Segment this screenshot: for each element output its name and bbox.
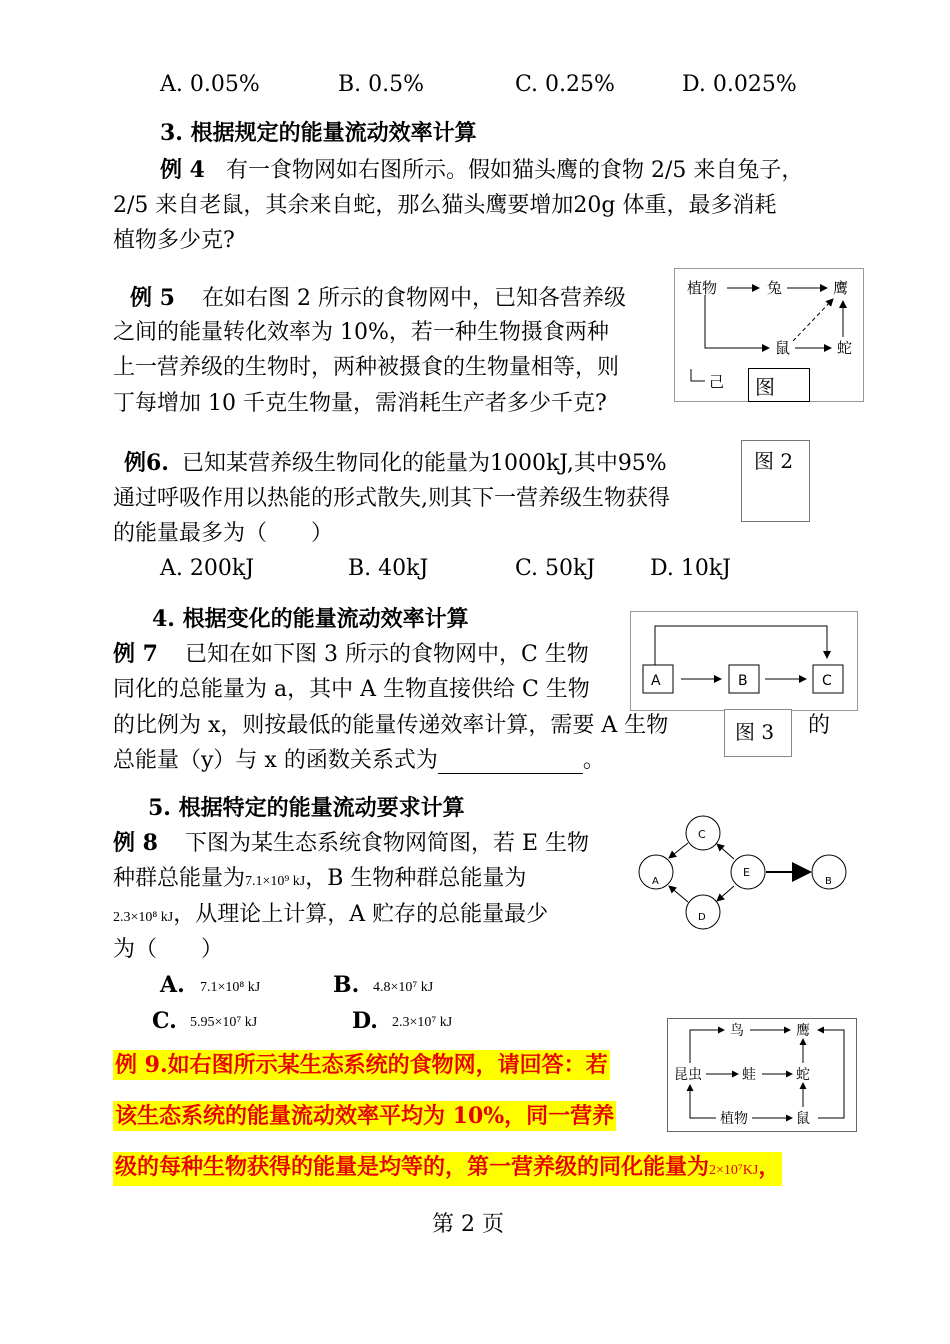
option-a: A. 0.05% bbox=[160, 72, 260, 97]
ex7-line4: 总能量（y）与 x 的函数关系式为 。 bbox=[113, 748, 605, 773]
ex8-line2: 种群总能量为7.1×10⁹ kJ，B 生物种群总能量为 bbox=[113, 866, 527, 891]
fig1-mouse: 鼠 bbox=[775, 339, 791, 357]
fig3-c: C bbox=[822, 673, 832, 689]
ex4-line3: 植物多少克? bbox=[113, 228, 235, 253]
fig1-label: 图 bbox=[748, 368, 810, 402]
ex8-label: 例 8 bbox=[113, 830, 158, 856]
option-c: C. 0.25% bbox=[515, 72, 615, 97]
fig1-rabbit: 兔 bbox=[767, 279, 783, 297]
ex8-option-d-label: D. bbox=[352, 1008, 378, 1034]
figure-2-box bbox=[741, 440, 810, 522]
ex6-option-d: D. 10kJ bbox=[650, 556, 731, 581]
ex8-line3: 2.3×10⁸ kJ，从理论上计算，A 贮存的总能量最少 bbox=[113, 902, 549, 927]
food-web-5-diagram bbox=[668, 1019, 856, 1131]
option-b: B. 0.5% bbox=[338, 72, 425, 97]
ex9-label: 例 9. bbox=[115, 1052, 168, 1078]
food-chain-3-diagram bbox=[631, 612, 857, 710]
ex9-line2: 该生态系统的能量流动效率平均为 10%，同一营养 bbox=[115, 1103, 615, 1129]
ex8-option-c: 5.95×10⁷ kJ bbox=[190, 1015, 258, 1030]
fig5-snake: 蛇 bbox=[796, 1067, 810, 1083]
fig4-d: D bbox=[698, 912, 706, 923]
fig1-snake: 蛇 bbox=[837, 339, 853, 357]
ex4-label: 例 4 bbox=[160, 157, 205, 183]
ex5-line4: 丁每增加 10 千克生物量，需消耗生产者多少千克? bbox=[113, 391, 607, 416]
option-d: D. 0.025% bbox=[682, 72, 797, 97]
ex8-line4: 为（ ） bbox=[113, 937, 224, 962]
fig4-e: E bbox=[743, 866, 750, 879]
ex5-line2: 之间的能量转化效率为 10%，若一种生物摄食两种 bbox=[113, 320, 609, 345]
ex9-energy: 2×10⁷KJ bbox=[709, 1163, 759, 1178]
ex8-option-b-label: B. bbox=[333, 972, 360, 998]
ex7-line3-end: 的 bbox=[808, 713, 831, 738]
page-number: 第 2 页 bbox=[432, 1212, 504, 1237]
ex6-line3: 的能量最多为（ ） bbox=[113, 521, 334, 546]
fig4-c: C bbox=[698, 828, 706, 841]
fig3-label: 图 3 bbox=[735, 720, 775, 744]
ex7-line2: 同化的总能量为 a，其中 A 生物直接供给 C 生物 bbox=[113, 677, 590, 702]
b-energy: 2.3×10⁸ kJ bbox=[113, 910, 174, 925]
ex5-line3: 上一营养级的生物时，两种被摄食的生物量相等，则 bbox=[113, 355, 620, 380]
fig5-mouse: 鼠 bbox=[796, 1111, 810, 1127]
ex6-option-a: A. 200kJ bbox=[160, 556, 255, 581]
ex5-label: 例 5 bbox=[130, 285, 175, 311]
fig4-a: A bbox=[652, 876, 659, 887]
fig3-label-box bbox=[724, 709, 792, 757]
fig2-label: 图 2 bbox=[754, 449, 794, 473]
fig1-plant: 植物 bbox=[687, 279, 718, 297]
ex6-line1: 例6. 已知某营养级生物同化的能量为1000kJ,其中95% bbox=[124, 450, 667, 476]
ex8-option-b: 4.8×10⁷ kJ bbox=[373, 980, 434, 995]
fig5-frog: 蛙 bbox=[742, 1067, 756, 1083]
fig4-b: B bbox=[825, 876, 832, 887]
e-energy: 7.1×10⁹ kJ bbox=[245, 874, 306, 889]
section-3-title: 3. 根据规定的能量流动效率计算 bbox=[160, 120, 477, 146]
fig5-eagle: 鹰 bbox=[796, 1023, 810, 1039]
ex6-option-b: B. 40kJ bbox=[348, 556, 429, 581]
food-web-figure-4 bbox=[636, 808, 850, 930]
ex8-option-c-label: C. bbox=[152, 1008, 177, 1034]
fig1-ji: 己 bbox=[709, 373, 725, 391]
fig5-plant: 植物 bbox=[720, 1111, 748, 1127]
answer-blank bbox=[438, 753, 583, 774]
ex6-option-c: C. 50kJ bbox=[515, 556, 596, 581]
ex7-line3: 的比例为 x，则按最低的能量传递效率计算，需要 A 生物 bbox=[113, 713, 669, 738]
ex5-line1: 例 5 在如右图 2 所示的食物网中，已知各营养级 bbox=[130, 285, 626, 311]
ex7-line1: 例 7 已知在如下图 3 所示的食物网中，C 生物 bbox=[113, 641, 589, 667]
ex9-line1: 例 9.如右图所示某生态系统的食物网，请回答：若 bbox=[115, 1052, 608, 1078]
food-chain-figure-3 bbox=[630, 611, 858, 711]
fig3-b: B bbox=[738, 673, 748, 689]
ex8-option-d: 2.3×10⁷ kJ bbox=[392, 1015, 453, 1030]
fig5-bird: 鸟 bbox=[730, 1023, 744, 1039]
ex8-option-a-label: A. bbox=[160, 972, 185, 998]
food-web-figure-5 bbox=[667, 1018, 857, 1132]
ex6-label: 例6. bbox=[124, 450, 169, 476]
section-4-title: 4. 根据变化的能量流动效率计算 bbox=[152, 606, 469, 632]
fig5-insect: 昆虫 bbox=[674, 1067, 702, 1083]
ex4-line1: 例 4 有一食物网如右图所示。假如猫头鹰的食物 2/5 来自兔子， bbox=[160, 157, 804, 183]
ex6-line2: 通过呼吸作用以热能的形式散失,则其下一营养级生物获得 bbox=[113, 486, 670, 511]
section-5-title: 5. 根据特定的能量流动要求计算 bbox=[148, 795, 465, 821]
fig3-a: A bbox=[651, 673, 661, 689]
ex4-line2: 2/5 来自老鼠，其余来自蛇，那么猫头鹰要增加20g 体重，最多消耗 bbox=[113, 193, 777, 218]
ex9-line3: 级的每种生物获得的能量是均等的，第一营养级的同化能量为2×10⁷KJ， bbox=[113, 1152, 782, 1186]
fig1-eagle: 鹰 bbox=[833, 279, 849, 297]
ex8-option-a: 7.1×10⁸ kJ bbox=[200, 980, 261, 995]
ex8-line1: 例 8 下图为某生态系统食物网简图，若 E 生物 bbox=[113, 830, 590, 856]
ex7-label: 例 7 bbox=[113, 641, 158, 667]
